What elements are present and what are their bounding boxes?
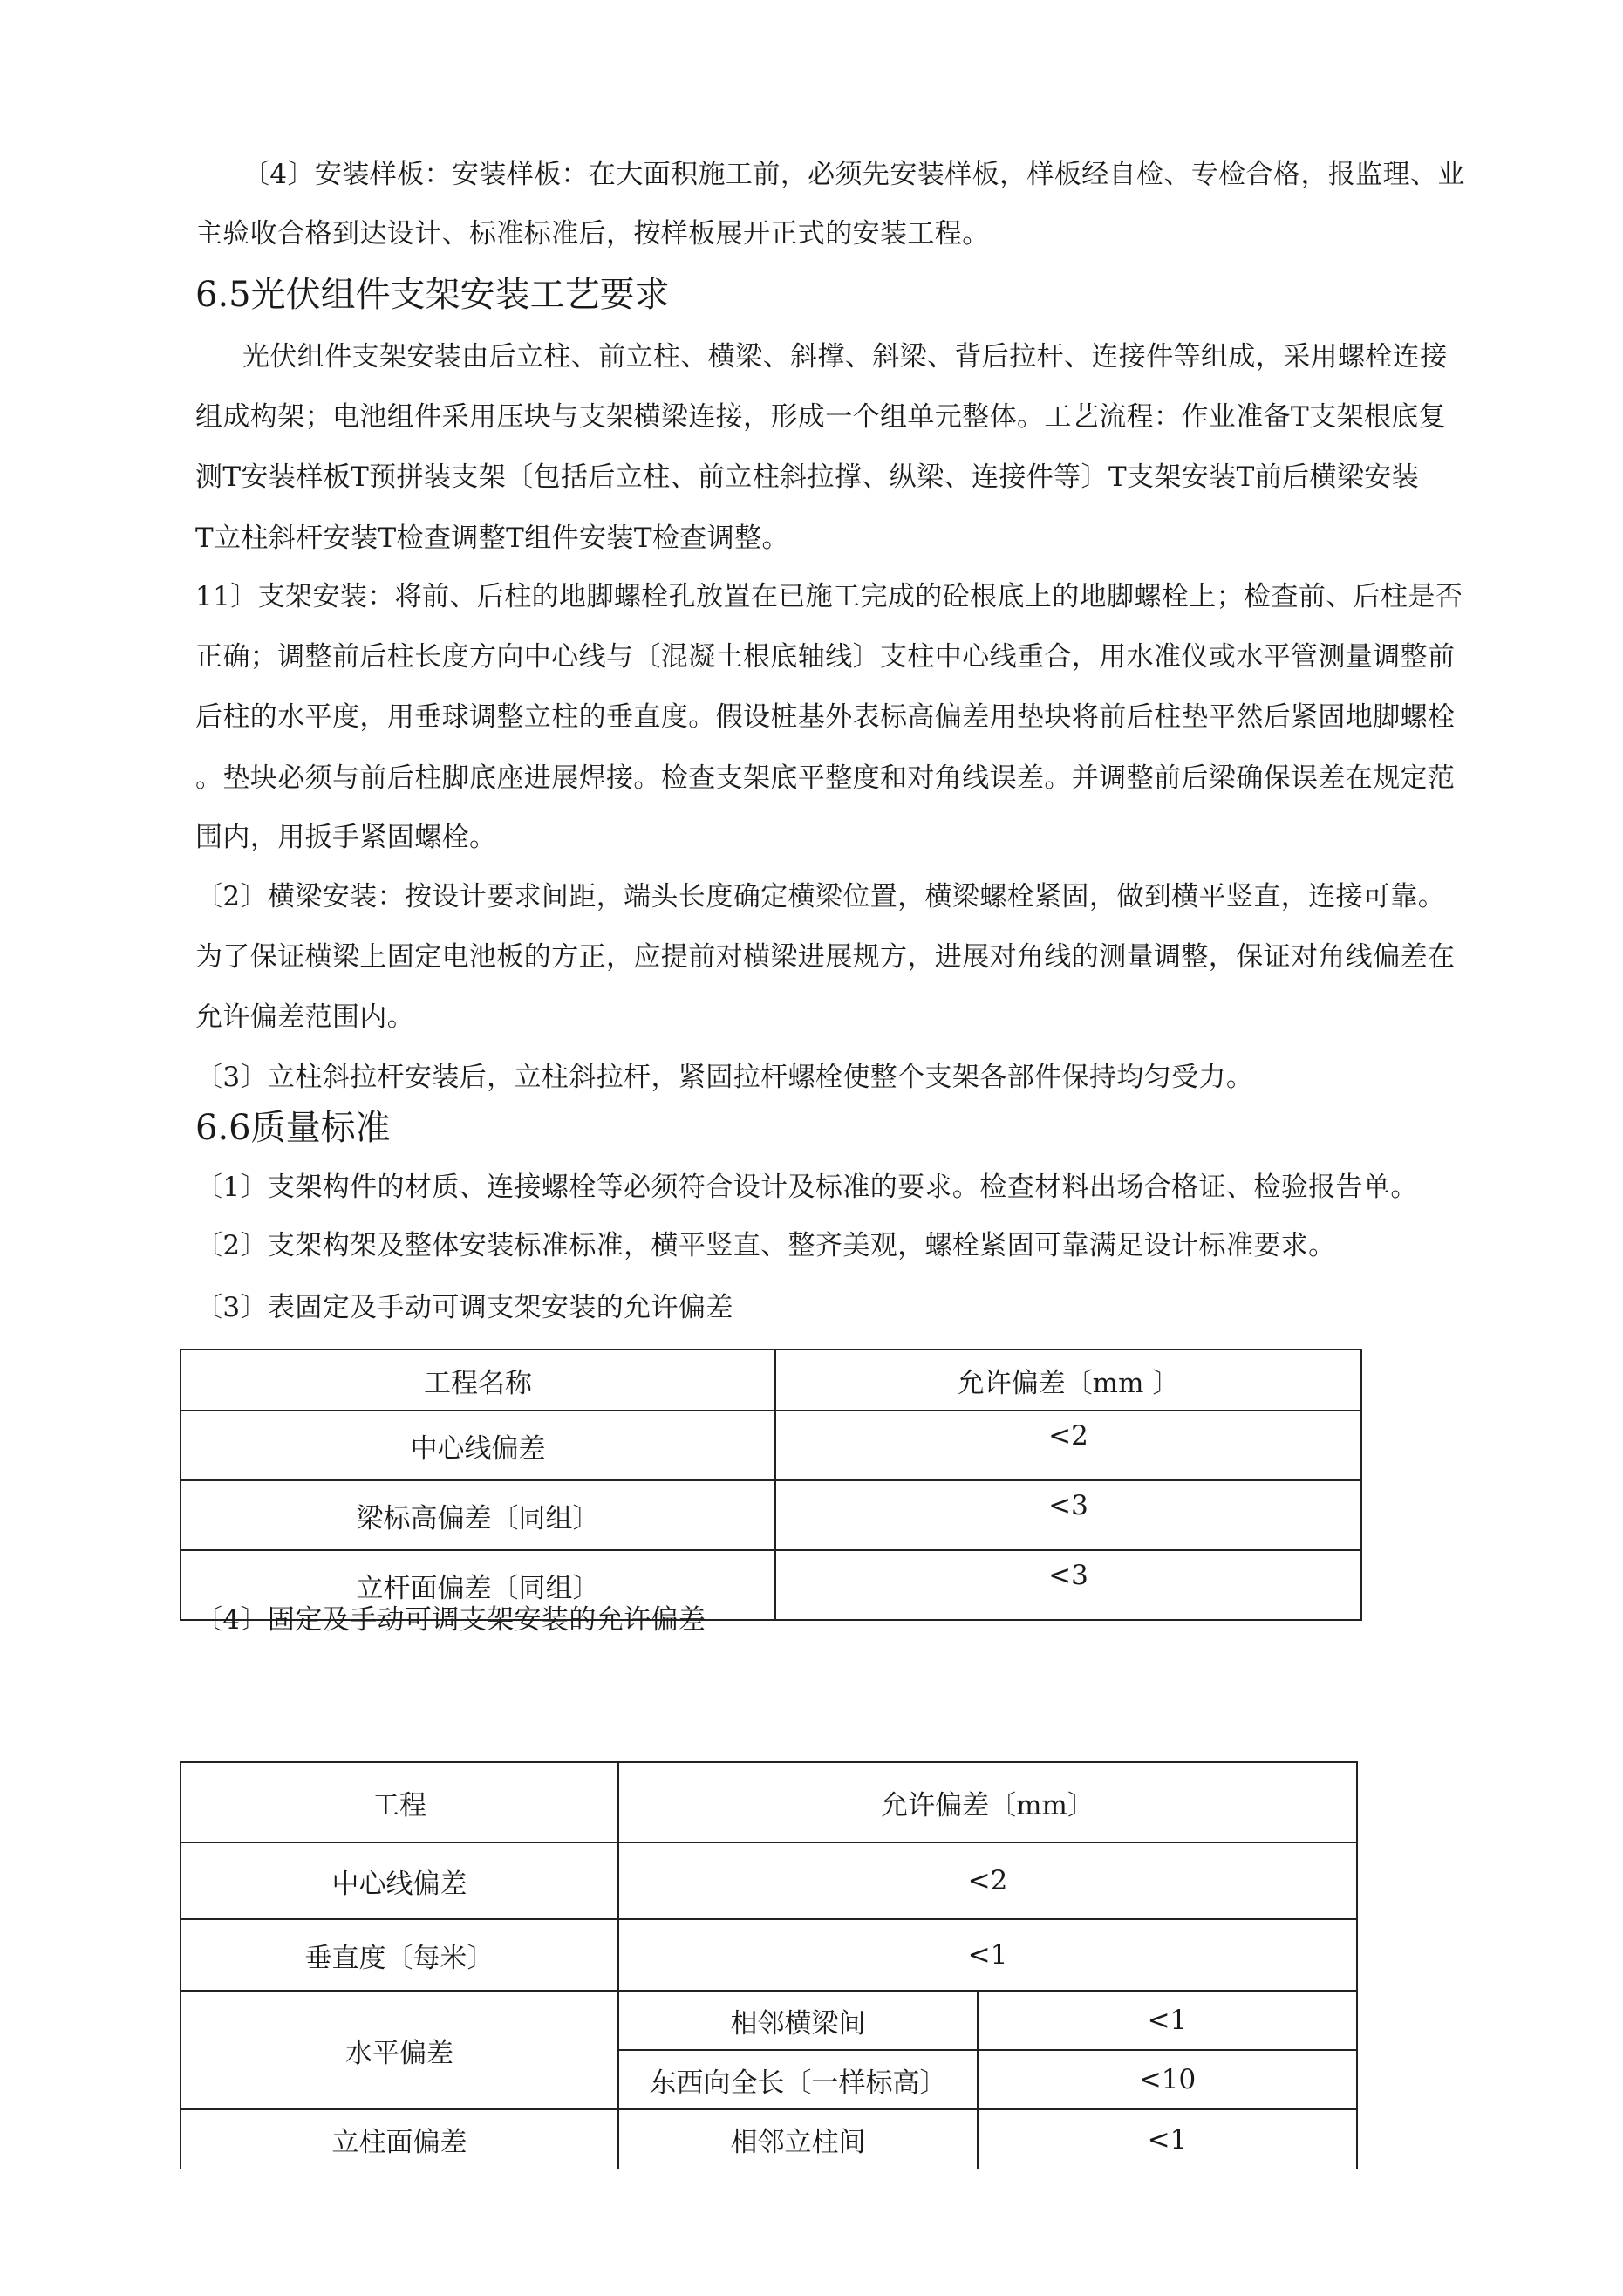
- paragraph-line: 〔1〕支架构件的材质、连接螺栓等必须符合设计及标准的要求。检查材料出场合格证、检验报告单。: [195, 1172, 1418, 1203]
- paragraph-line: 主验收合格到达设计、标准标准后，按样板展开正式的安装工程。: [195, 218, 990, 249]
- paragraph-line: 组成构架；电池组件采用压块与支架横梁连接，形成一个组单元整体。工艺流程：作业准备T支架根底复: [195, 401, 1447, 433]
- table-header-cell: 允许偏差〔mm〕: [618, 1762, 1357, 1842]
- section-heading-6-6: 6.6质量标准: [195, 1108, 391, 1148]
- table-cell: <1: [978, 2109, 1357, 2169]
- table-cell: <2: [775, 1411, 1361, 1480]
- table-cell: 东西向全长〔一样标高〕: [618, 2050, 978, 2109]
- paragraph-line: 〔2〕横梁安装：按设计要求间距，端头长度确定横梁位置，横梁螺栓紧固，做到横平竖直，连接可靠。: [195, 881, 1446, 912]
- table-row: [181, 2109, 1357, 2169]
- paragraph-line: 〔4〕安装样板：安装样板：在大面积施工前，必须先安装样板，样板经自检、专检合格，报监理、业: [242, 159, 1465, 190]
- paragraph-line: 后柱的水平度，用垂球调整立柱的垂直度。假设桩基外表标高偏差用垫块将前后柱垫平然后紧固地脚螺栓: [195, 701, 1456, 733]
- table-row: [181, 1411, 1361, 1480]
- table-cell: 梁标高偏差〔同组〕: [181, 1480, 775, 1550]
- table-cell: 立杆面偏差〔同组〕: [181, 1550, 775, 1620]
- paragraph-line: 〔3〕立柱斜拉杆安装后，立柱斜拉杆，紧固拉杆螺栓使整个支架各部件保持均匀受力。: [195, 1062, 1254, 1093]
- paragraph-line: 。垫块必须与前后柱脚底座进展焊接。检查支架底平整度和对角线误差。并调整前后梁确保误差在规定范: [195, 762, 1456, 794]
- paragraph-line: 围内，用扳手紧固螺栓。: [195, 822, 497, 853]
- table-cell: <3: [775, 1550, 1361, 1620]
- table-row: [181, 1480, 1361, 1550]
- table-header-cell: 工程名称: [181, 1350, 775, 1411]
- paragraph-line: T立柱斜杆安装T检查调整T组件安装T检查调整。: [195, 523, 789, 554]
- paragraph-line: 光伏组件支架安装由后立柱、前立柱、横梁、斜撑、斜梁、背后拉杆、连接件等组成，采用螺栓连接: [242, 341, 1448, 372]
- table-header-cell: 工程: [181, 1762, 618, 1842]
- table-cell: 相邻立柱间: [618, 2109, 978, 2169]
- table-header-row: [181, 1762, 1357, 1842]
- table-cell: <1: [978, 1991, 1357, 2050]
- paragraph-line: 〔3〕表固定及手动可调支架安装的允许偏差: [195, 1292, 733, 1323]
- table-cell: <3: [775, 1480, 1361, 1550]
- table-row: [181, 1991, 1357, 2050]
- paragraph-line: 〔4〕固定及手动可调支架安装的允许偏差: [195, 1604, 706, 1636]
- table-cell: 垂直度〔每米〕: [181, 1919, 618, 1991]
- table-header-cell: 允许偏差〔mm 〕: [775, 1350, 1361, 1411]
- tolerance-table-1: [180, 1349, 1362, 1621]
- table-row: [181, 1842, 1357, 1919]
- table-header-row: [181, 1350, 1361, 1411]
- paragraph-line: 正确；调整前后柱长度方向中心线与〔混凝土根底轴线〕支柱中心线重合，用水准仪或水平管测量调整前: [195, 641, 1456, 673]
- section-heading-6-5: 6.5光伏组件支架安装工艺要求: [195, 275, 670, 315]
- table-cell: <1: [618, 1919, 1357, 1991]
- table-cell: 立柱面偏差: [181, 2109, 618, 2169]
- table-cell: 水平偏差: [181, 1991, 618, 2109]
- table-row: [181, 1919, 1357, 1991]
- paragraph-line: 为了保证横梁上固定电池板的方正，应提前对横梁进展规方，进展对角线的测量调整，保证对角线偏差在: [195, 941, 1456, 973]
- paragraph-line: 〔2〕支架构架及整体安装标准标准，横平竖直、整齐美观，螺栓紧固可靠满足设计标准要求。: [195, 1230, 1336, 1261]
- table-cell: 中心线偏差: [181, 1411, 775, 1480]
- table-cell: 相邻横梁间: [618, 1991, 978, 2050]
- paragraph-line: 测T安装样板T预拼装支架〔包括后立柱、前立柱斜拉撑、纵梁、连接件等〕T支架安装T前后横梁安装: [195, 461, 1420, 493]
- paragraph-line: 允许偏差范围内。: [195, 1001, 415, 1033]
- paragraph-line: 11〕支架安装：将前、后柱的地脚螺栓孔放置在已施工完成的砼根底上的地脚螺栓上；检查前、后柱是否: [195, 581, 1463, 612]
- table-cell: <2: [618, 1842, 1357, 1919]
- table-cell: <10: [978, 2050, 1357, 2109]
- table-cell: 中心线偏差: [181, 1842, 618, 1919]
- tolerance-table-2: [180, 1761, 1358, 2169]
